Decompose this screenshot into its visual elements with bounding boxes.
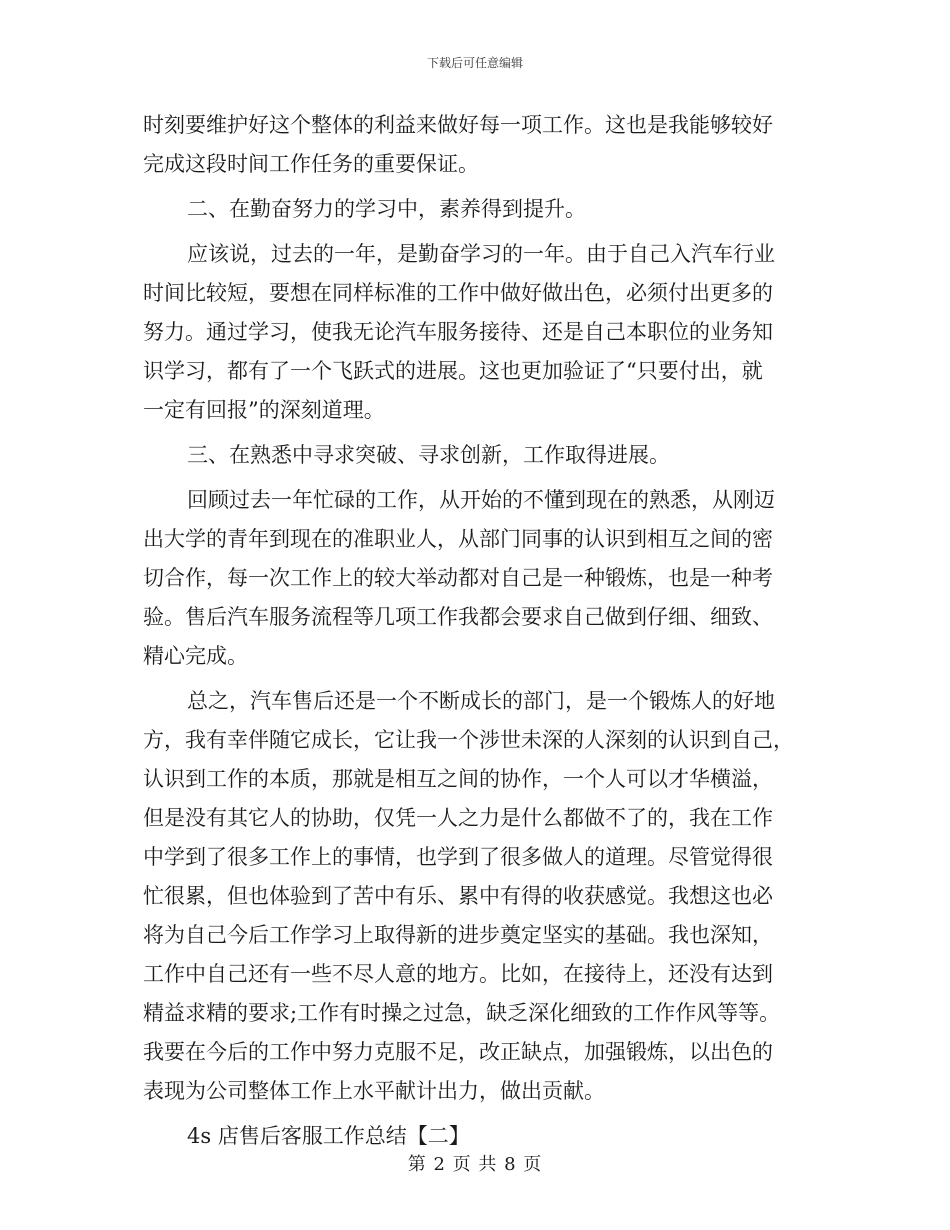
document-body bbox=[143, 106, 808, 1156]
paragraph-4-line-1: 总之，汽车售后还是一个不断成长的部门，是一个锻炼人的好地 bbox=[187, 689, 775, 713]
paragraph-4-line-3: 认识到工作的本质，那就是相互之间的协作，一个人可以才华横溢， bbox=[143, 767, 773, 791]
paragraph-4-line-5: 中学到了很多工作上的事情，也学到了很多做人的道理。尽管觉得很 bbox=[143, 845, 773, 869]
paragraph-2-line-5: 一定有回报”的深刻道理。 bbox=[143, 398, 385, 422]
paragraph-4-line-6: 忙很累，但也体验到了苦中有乐、累中有得的收获感觉。我想这也必 bbox=[143, 884, 773, 908]
paragraph-2-line-3: 努力。通过学习，使我无论汽车服务接待、还是自己本职位的业务知 bbox=[143, 320, 773, 344]
paragraph-2-line-1: 应该说，过去的一年，是勤奋学习的一年。由于自己入汽车行业 bbox=[187, 242, 775, 266]
section-heading-3: 三、在熟悉中寻求突破、寻求创新，工作取得进展。 bbox=[187, 443, 670, 467]
section-heading-2: 二、在勤奋努力的学习中，素养得到提升。 bbox=[187, 197, 586, 221]
header-note: 下载后可任意编辑 bbox=[426, 56, 523, 70]
paragraph-4-line-8: 工作中自己还有一些不尽人意的地方。比如，在接待上，还没有达到 bbox=[143, 962, 773, 986]
paragraph-2-line-2: 时间比较短，要想在同样标准的工作中做好做出色，必须付出更多的 bbox=[143, 281, 773, 305]
page-number: 第 2 页 共 8 页 bbox=[407, 1154, 543, 1175]
paragraph-4-line-4: 但是没有其它人的协助，仅凭一人之力是什么都做不了的，我在工作 bbox=[143, 806, 773, 830]
paragraph-4-line-9: 精益求精的要求;工作有时操之过急，缺乏深化细致的工作作风等等。 bbox=[143, 1001, 781, 1025]
paragraph-4-line-2: 方，我有幸伴随它成长，它让我一个涉世未深的人深刻的认识到自己， bbox=[143, 728, 794, 752]
paragraph-1-line-2: 完成这段时间工作任务的重要保证。 bbox=[143, 152, 479, 176]
paragraph-3-line-1: 回顾过去一年忙碌的工作，从开始的不懂到现在的熟悉，从刚迈 bbox=[187, 488, 775, 512]
paragraph-2-line-4: 识学习，都有了一个飞跃式的进展。这也更加验证了“只要付出，就 bbox=[143, 359, 763, 383]
paragraph-1-line-1: 时刻要维护好这个整体的利益来做好每一项工作。这也是我能够较好 bbox=[143, 113, 773, 137]
next-section-title: 4s 店售后客服工作总结【二】 bbox=[187, 1124, 470, 1148]
paragraph-3-line-3: 切合作，每一次工作上的较大举动都对自己是一种锻炼，也是一种考 bbox=[143, 566, 773, 590]
paragraph-4-line-10: 我要在今后的工作中努力克服不足，改正缺点，加强锻炼，以出色的 bbox=[143, 1040, 773, 1064]
paragraph-4-line-11: 表现为公司整体工作上水平献计出力，做出贡献。 bbox=[143, 1079, 605, 1103]
paragraph-3-line-2: 出大学的青年到现在的准职业人，从部门同事的认识到相互之间的密 bbox=[143, 527, 773, 551]
paragraph-3-line-5: 精心完成。 bbox=[143, 644, 248, 668]
paragraph-3-line-4: 验。售后汽车服务流程等几项工作我都会要求自己做到仔细、细致、 bbox=[143, 605, 773, 629]
paragraph-4-line-7: 将为自己今后工作学习上取得新的进步奠定坚实的基础。我也深知， bbox=[143, 923, 773, 947]
